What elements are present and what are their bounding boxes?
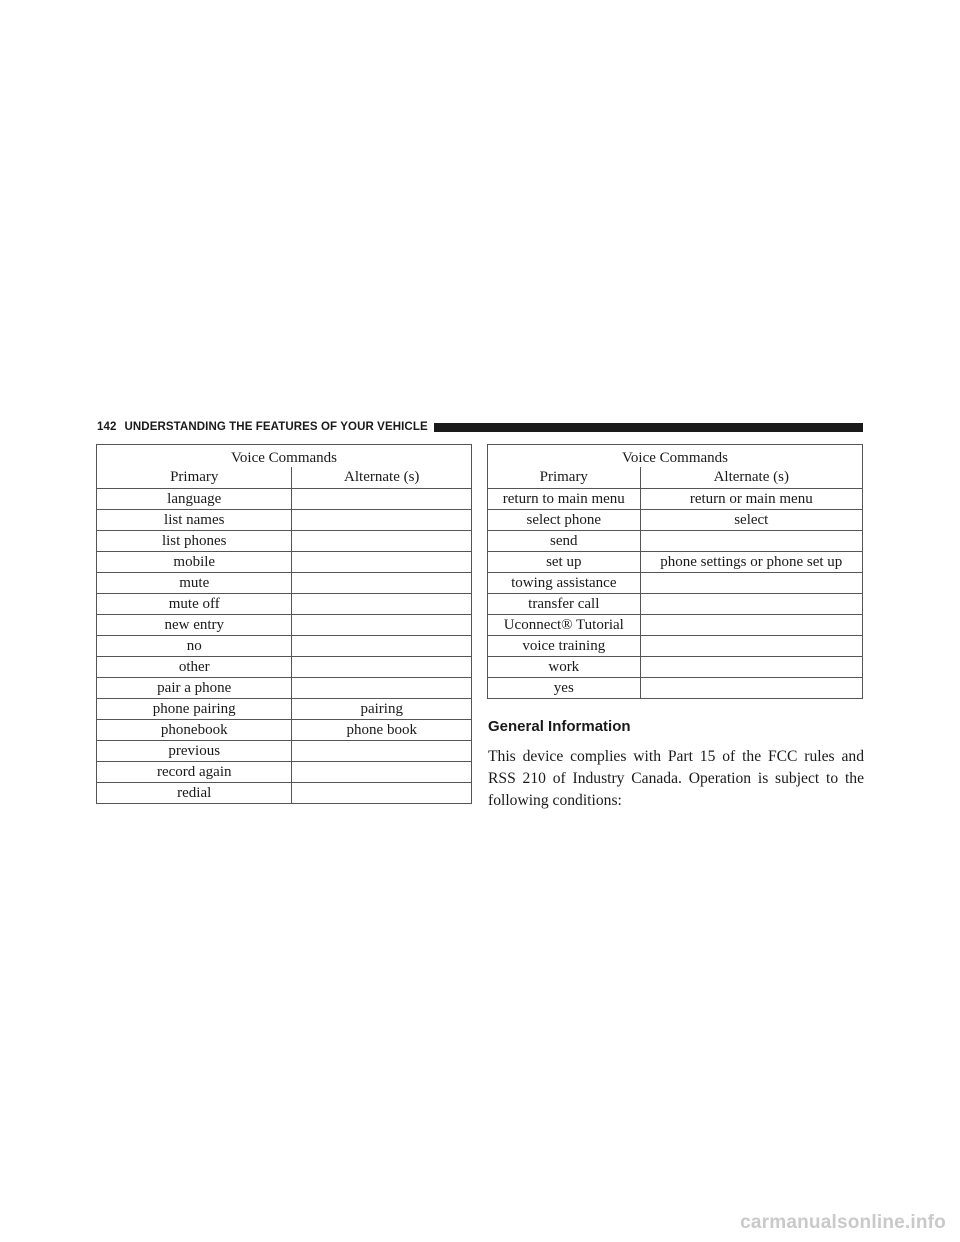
primary-command-cell: new entry (97, 615, 292, 636)
general-information-body: This device complies with Part 15 of the FCC rules and RSS 210 of Industry Canada. Operation is subject to the following conditions: (488, 748, 864, 809)
primary-command-cell: previous (97, 741, 292, 762)
table-row (488, 510, 863, 531)
table-row (488, 531, 863, 552)
page-header-text (97, 421, 428, 433)
table-row (488, 594, 863, 615)
primary-command-cell: other (97, 657, 292, 678)
primary-command-cell: return to main menu (488, 489, 641, 510)
table-row (488, 615, 863, 636)
header-rule (434, 423, 863, 432)
watermark: carmanualsonline.info (740, 1212, 946, 1233)
alternate-command-cell: select (640, 510, 862, 531)
table-row (97, 762, 472, 783)
alternate-command-cell (640, 678, 862, 699)
table-row (97, 783, 472, 804)
table-row (97, 552, 472, 573)
alternate-command-cell (292, 657, 472, 678)
page-number: 142 (97, 421, 117, 433)
primary-command-cell: record again (97, 762, 292, 783)
table-row (488, 489, 863, 510)
alternate-command-cell (292, 510, 472, 531)
primary-command-cell: mute off (97, 594, 292, 615)
table-row (97, 615, 472, 636)
primary-command-cell: mobile (97, 552, 292, 573)
alternate-command-cell (640, 531, 862, 552)
table-row (488, 678, 863, 699)
primary-command-cell: send (488, 531, 641, 552)
table-row (488, 573, 863, 594)
table-caption: Voice Commands (97, 445, 472, 468)
page-header (97, 420, 863, 434)
table-row (97, 636, 472, 657)
general-information-heading: General Information (488, 718, 631, 735)
table-row (97, 531, 472, 552)
primary-command-cell: list names (97, 510, 292, 531)
table-row (488, 636, 863, 657)
table-row (97, 657, 472, 678)
alternate-command-cell: pairing (292, 699, 472, 720)
primary-command-cell: phonebook (97, 720, 292, 741)
alternate-command-cell (292, 762, 472, 783)
table-row (97, 678, 472, 699)
alternate-command-cell (292, 615, 472, 636)
alternate-command-cell (292, 489, 472, 510)
alternate-command-cell (292, 552, 472, 573)
table-row (97, 573, 472, 594)
voice-commands-table-left (96, 444, 472, 804)
alternate-command-cell: return or main menu (640, 489, 862, 510)
alternate-command-cell (292, 594, 472, 615)
primary-command-cell: mute (97, 573, 292, 594)
table-row (488, 657, 863, 678)
column-header-primary: Primary (97, 467, 292, 489)
primary-command-cell: select phone (488, 510, 641, 531)
primary-command-cell: yes (488, 678, 641, 699)
section-title-header: UNDERSTANDING THE FEATURES OF YOUR VEHICLE (124, 421, 428, 433)
voice-commands-table-right (487, 444, 863, 699)
table-row (97, 489, 472, 510)
alternate-command-cell (292, 783, 472, 804)
primary-command-cell: redial (97, 783, 292, 804)
column-header-alternate: Alternate (s) (292, 467, 472, 489)
primary-command-cell: work (488, 657, 641, 678)
primary-command-cell: transfer call (488, 594, 641, 615)
table-row (97, 720, 472, 741)
primary-command-cell: voice training (488, 636, 641, 657)
primary-command-cell: Uconnect® Tutorial (488, 615, 641, 636)
alternate-command-cell (640, 573, 862, 594)
alternate-command-cell (292, 573, 472, 594)
alternate-command-cell (640, 657, 862, 678)
table-row (97, 699, 472, 720)
alternate-command-cell (292, 531, 472, 552)
table-row (97, 510, 472, 531)
alternate-command-cell (640, 615, 862, 636)
primary-command-cell: list phones (97, 531, 292, 552)
alternate-command-cell: phone settings or phone set up (640, 552, 862, 573)
primary-command-cell: language (97, 489, 292, 510)
primary-command-cell: phone pairing (97, 699, 292, 720)
table-row (97, 594, 472, 615)
alternate-command-cell (292, 741, 472, 762)
alternate-command-cell (640, 636, 862, 657)
primary-command-cell: set up (488, 552, 641, 573)
primary-command-cell: no (97, 636, 292, 657)
alternate-command-cell (292, 678, 472, 699)
table-row (97, 741, 472, 762)
table-caption: Voice Commands (488, 445, 863, 468)
table-row (488, 552, 863, 573)
alternate-command-cell: phone book (292, 720, 472, 741)
column-header-alternate: Alternate (s) (640, 467, 862, 489)
primary-command-cell: pair a phone (97, 678, 292, 699)
column-header-primary: Primary (488, 467, 641, 489)
primary-command-cell: towing assistance (488, 573, 641, 594)
alternate-command-cell (640, 594, 862, 615)
alternate-command-cell (292, 636, 472, 657)
